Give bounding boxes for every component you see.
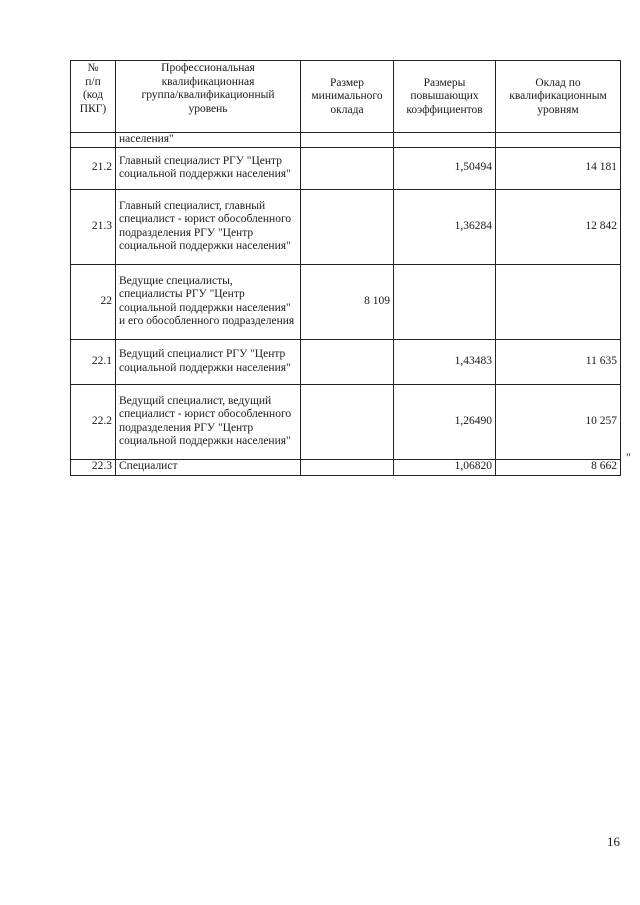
row-coef: [394, 264, 496, 339]
table-row: [71, 147, 621, 189]
row-salary: 14 181: [496, 147, 621, 189]
header-salary: Оклад по квалификационным уровням: [496, 61, 621, 133]
header-coefficients: Размеры повышающих коэффициентов: [394, 61, 496, 133]
table-row: [71, 339, 621, 384]
continuation-row: [71, 133, 621, 148]
table-row: [71, 189, 621, 264]
row-name: Специалист: [116, 459, 301, 475]
row-coef: 1,43483: [394, 339, 496, 384]
row-coef: 1,06820: [394, 459, 496, 475]
salary-table: [70, 60, 621, 476]
table-row: [71, 459, 621, 475]
table-header-row: [71, 61, 621, 133]
row-coef: 1,50494: [394, 147, 496, 189]
row-coef: 1,26490: [394, 384, 496, 459]
row-name: Главный специалист РГУ "Центр социальной поддержки населения": [116, 147, 301, 189]
row-base: [301, 147, 394, 189]
row-name: Ведущий специалист РГУ "Центр социальной поддержки населения": [116, 339, 301, 384]
header-code: № п/п (код ПКГ): [71, 61, 116, 133]
row-name: Ведущий специалист, ведущий специалист - юрист обособленного подразделения РГУ "Центр социальной поддержки населения": [116, 384, 301, 459]
table-row: [71, 264, 621, 339]
row-salary: [496, 264, 621, 339]
header-group: Профессиональная квалификационная группа/квалификационный уровень: [116, 61, 301, 133]
row-base: [301, 384, 394, 459]
row-coef: 1,36284: [394, 189, 496, 264]
row-salary: 10 257: [496, 384, 621, 459]
closing-quote: ": [626, 450, 631, 464]
row-salary: 8 662: [496, 459, 621, 475]
row-code: 22.1: [71, 339, 116, 384]
row-code: 22.3: [71, 459, 116, 475]
header-min-salary: Размер минимального оклада: [301, 61, 394, 133]
continuation-text: населения": [116, 133, 301, 148]
table-row: [71, 384, 621, 459]
row-base: [301, 339, 394, 384]
row-base: [301, 459, 394, 475]
row-code: 21.3: [71, 189, 116, 264]
page-number: 16: [607, 834, 620, 849]
row-code: 22.2: [71, 384, 116, 459]
row-code: 21.2: [71, 147, 116, 189]
row-code: 22: [71, 264, 116, 339]
row-name: Ведущие специалисты, специалисты РГУ "Центр социальной поддержки населения" и его обособленного подразделения: [116, 264, 301, 339]
row-base: [301, 189, 394, 264]
row-base: 8 109: [301, 264, 394, 339]
row-name: Главный специалист, главный специалист - юрист обособленного подразделения РГУ "Центр социальной поддержки населения": [116, 189, 301, 264]
row-salary: 12 842: [496, 189, 621, 264]
row-salary: 11 635: [496, 339, 621, 384]
